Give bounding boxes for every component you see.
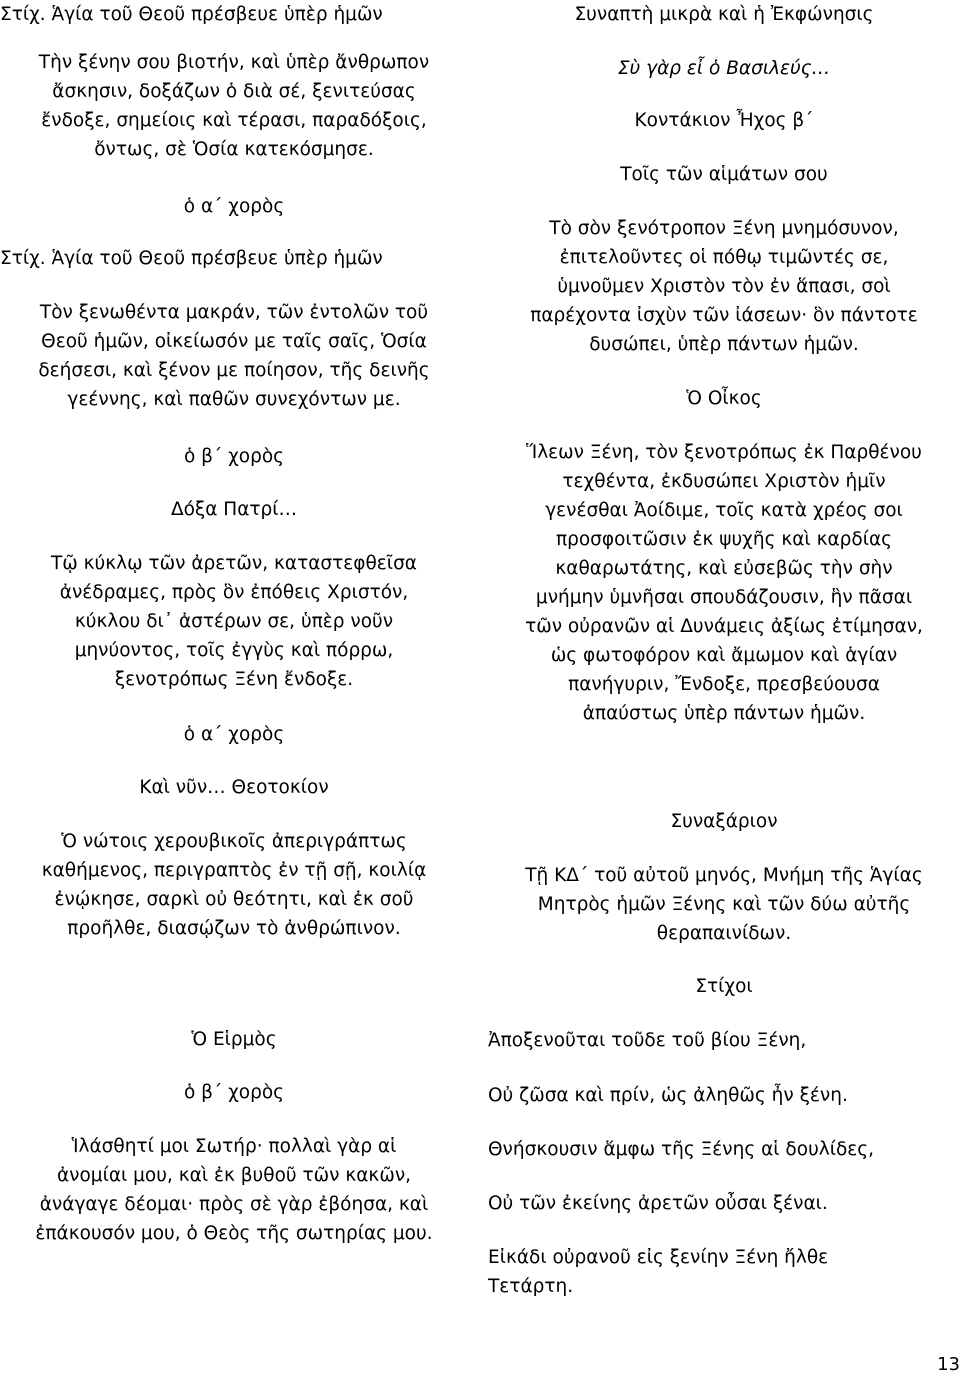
verse-stichos-2: Στίχ. Ἁγία τοῦ Θεοῦ πρέσβευε ὑπὲρ ἡμῶν: [0, 248, 383, 269]
heirmos-heading: Ὁ Εἱρμὸς: [191, 1029, 277, 1050]
synaxarion-heading: Συναξάριον: [670, 811, 778, 832]
heirmos-text: Ἱλάσθητί μοι Σωτήρ· πολλαὶ γὰρ αἱ ἀνομίαι μου, καὶ ἐκ βυθοῦ τῶν κακῶν, ἀνάγαγε δέομαι· πρὸς σὲ γὰρ ἐβόησα, καὶ ἐπάκουσόν μου, ὁ Θεὸς τῆς σωτηρίας μου.: [35, 1136, 433, 1244]
troparion-3: Τῷ κύκλῳ τῶν ἀρετῶν, καταστεφθεῖσα ἀνέδραμες, πρὸς ὃν ἐπόθεις Χριστόν, κύκλου δι᾽ ἀστέρων σε, ὑπὲρ νοῦν μηνύοντος, τοῖς ἐγγὺς καὶ πόρρω, ξενοτρόπως Ξένη ἔνδοξε.: [50, 553, 417, 690]
synaxarion-text: Τῇ ΚΔ΄ τοῦ αὐτοῦ μηνός, Μνήμη τῆς Ἁγίας Μητρὸς ἡμῶν Ξένης καὶ τῶν δύω αὐτῆς θεραπαινίδων.: [525, 865, 923, 944]
doxa-heading: Δόξα Πατρί…: [170, 499, 298, 520]
choir-label-1: ὁ α΄ χορὸς: [183, 196, 285, 217]
stichoi-verse-1: Ἀποξενοῦται τοῦδε τοῦ βίου Ξένη,: [488, 1030, 807, 1051]
kontakion-text: Τὸ σὸν ξενότροπον Ξένη μνημόσυνον, ἐπιτελοῦντες οἱ πόθῳ τιμῶντές σε, ὑμνοῦμεν Χριστὸν τὸν ἐν ἅπασι, σοὶ παρέχοντα ἰσχὺν τῶν ἰάσεων· ὃν πάντοτε δυσώπει, ὑπὲρ πάντων ἡμῶν.: [530, 218, 918, 355]
page-number: 13: [937, 1354, 960, 1375]
troparion-2: Τὸν ξενωθέντα μακράν, τῶν ἐντολῶν τοῦ Θεοῦ ἡμῶν, οἰκείωσόν με ταῖς σαῖς, Ὁσία δεήσεσι, καὶ ξένον με ποίησον, τῆς δεινῆς γεέννης, καὶ παθῶν συνεχόντων με.: [38, 302, 430, 410]
stichoi-verse-5: Εἰκάδι οὐρανοῦ εἰς ξενίην Ξένη ἤλθε Τετάρτη.: [488, 1247, 829, 1297]
kontakion-heading: Κοντάκιον Ἦχος β΄: [634, 110, 814, 131]
stichoi-verse-3: Θνήσκουσιν ἅμφω τῆς Ξένης αἱ δουλίδες,: [488, 1139, 875, 1160]
kai-nyn-heading: Καὶ νῦν… Θεοτοκίον: [139, 777, 329, 798]
choir-label-2: ὁ β΄ χορὸς: [183, 446, 285, 467]
stichoi-verse-2: Οὐ ζῶσα καὶ πρίν, ὡς ἀληθῶς ἦν ξένη.: [488, 1085, 848, 1106]
theotokion-text: Ὁ νώτοις χερουβικοῖς ἀπεριγράπτως καθήμενος, περιγραπτὸς ἐν τῇ σῇ, κοιλίᾳ ἐνῴκησε, σαρκὶ οὐ θεότητι, καὶ ἐκ σοῦ προῆλθε, διασῴζων τὸ ἀνθρώπινον.: [41, 831, 427, 939]
stichoi-heading: Στίχοι: [695, 976, 753, 997]
verse-stichos-1: Στίχ. Ἁγία τοῦ Θεοῦ πρέσβευε ὑπὲρ ἡμῶν: [0, 4, 383, 25]
kontakion-model-melody: Τοῖς τῶν αἱμάτων σου: [620, 164, 828, 185]
choir-label-3: ὁ α΄ χορὸς: [183, 724, 285, 745]
troparion-1: Τὴν ξένην σου βιοτήν, καὶ ὑπὲρ ἄνθρωπον ἄσκησιν, δοξάζων ὁ διὰ σέ, ξενιτεύσας ἔνδοξε, σημείοις καὶ τέρασι, παραδόξοις, ὄντως, σὲ Ὁσία κατεκόσμησε.: [38, 52, 430, 160]
oikos-heading: Ὁ Οἶκος: [686, 388, 762, 409]
choir-label-4: ὁ β΄ χορὸς: [183, 1082, 285, 1103]
ekphonesis-text: Σὺ γὰρ εἶ ὁ Βασιλεύς…: [617, 58, 831, 79]
synapte-heading: Συναπτὴ μικρὰ καὶ ἡ Ἐκφώνησις: [574, 4, 874, 25]
oikos-text: Ἵλεων Ξένη, τὸν ξενοτρόπως ἐκ Παρθένου τεχθέντα, ἐκδυσώπει Χριστὸν ἡμῖν γενέσθαι Ἀοίδιμε, τοῖς κατὰ χρέος σοι προσφοιτῶσιν ἐκ ψυχῆς καὶ καρδίας καθαρωτάτης, καὶ εὐσεβῶς τὴν σὴν μνήμην ὑμνῆσαι σπουδάζουσιν, ἣν πᾶσαι τῶν οὐρανῶν αἱ Δυνάμεις ἀξίως ἐτίμησαν, ὡς φωτοφόρον καὶ ἄμωμον καὶ ἁγίαν πανήγυριν, Ἔνδοξε, πρεσβεύουσα ἀπαύστως ὑπὲρ πάντων ἡμῶν.: [525, 442, 923, 724]
stichoi-verse-4: Οὐ τῶν ἐκείνης ἀρετῶν οὖσαι ξέναι.: [488, 1193, 828, 1214]
